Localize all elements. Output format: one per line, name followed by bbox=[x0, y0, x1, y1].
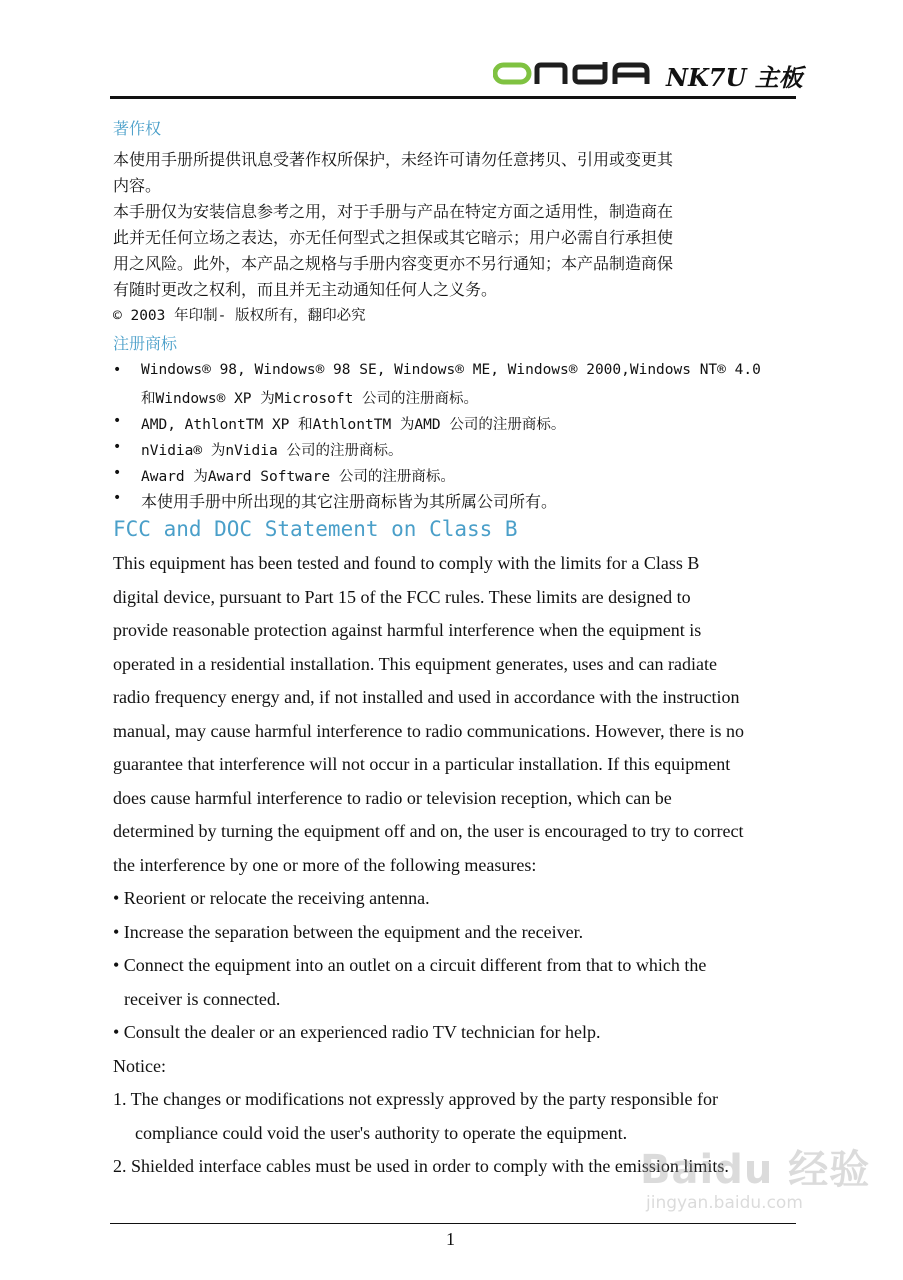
bullet-icon: • bbox=[113, 439, 122, 455]
fcc-paragraph-line: guarantee that interference will not occur in a particular installation. If this equipment bbox=[113, 754, 731, 774]
notice-item: 2. Shielded interface cables must be used in order to comply with the emission limits. bbox=[113, 1156, 729, 1176]
copyright-notice: © 2003 年印制- 版权所有，翻印必究 bbox=[113, 308, 366, 324]
bullet-icon: • bbox=[113, 490, 122, 506]
page-header bbox=[0, 0, 903, 100]
fcc-paragraph-line: does cause harmful interference to radio or television reception, which can be bbox=[113, 788, 672, 808]
notice-item: 1. The changes or modifications not expressly approved by the party responsible for bbox=[113, 1089, 719, 1109]
trademark-item: Windows® 98, Windows® 98 SE, Windows® ME, Windows® 2000,Windows NT® 4.0 bbox=[141, 362, 761, 378]
copyright-line: 内容。 bbox=[113, 176, 162, 195]
product-title: NK7U 主板 bbox=[666, 63, 803, 92]
copyright-line: 本使用手册所提供讯息受著作权所保护，未经许可请勿任意拷贝、引用或变更其 bbox=[113, 150, 674, 169]
footer-divider bbox=[110, 1223, 796, 1224]
fcc-measure: • Connect the equipment into an outlet on a circuit different from that to which the bbox=[113, 955, 707, 975]
trademarks-heading: 注册商标 bbox=[113, 334, 178, 353]
bullet-icon: • bbox=[113, 362, 122, 378]
fcc-measure-cont: receiver is connected. bbox=[124, 989, 281, 1009]
fcc-measure: • Increase the separation between the equipment and the receiver. bbox=[113, 922, 584, 942]
trademark-item: nVidia® 为nVidia 公司的注册商标。 bbox=[141, 443, 403, 459]
notice-item-cont: compliance could void the user's authority to operate the equipment. bbox=[135, 1123, 628, 1143]
fcc-measure: • Reorient or relocate the receiving antenna. bbox=[113, 888, 430, 908]
trademark-item: 本使用手册中所出现的其它注册商标皆为其所属公司所有。 bbox=[141, 492, 558, 511]
copyright-line: 有随时更改之权利，而且并无主动通知任何人之义务。 bbox=[113, 280, 498, 299]
fcc-measure: • Consult the dealer or an experienced radio TV technician for help. bbox=[113, 1022, 601, 1042]
watermark-url: jingyan.baidu.com bbox=[646, 1193, 803, 1213]
fcc-paragraph-line: operated in a residential installation. This equipment generates, uses and can radiate bbox=[113, 654, 717, 674]
fcc-heading: FCC and DOC Statement on Class B bbox=[113, 517, 518, 541]
trademark-item-cont: 和Windows® XP 为Microsoft 公司的注册商标。 bbox=[141, 391, 479, 407]
trademark-item: Award 为Award Software 公司的注册商标。 bbox=[141, 469, 455, 485]
header-divider bbox=[110, 96, 796, 99]
fcc-paragraph-line: the interference by one or more of the following measures: bbox=[113, 855, 537, 875]
fcc-paragraph-line: determined by turning the equipment off and on, the user is encouraged to try to correct bbox=[113, 821, 744, 841]
notice-label: Notice: bbox=[113, 1056, 166, 1076]
copyright-line: 用之风险。此外，本产品之规格与手册内容变更亦不另行通知；本产品制造商保 bbox=[113, 254, 674, 273]
fcc-paragraph-line: provide reasonable protection against harmful interference when the equipment is bbox=[113, 620, 702, 640]
fcc-paragraph-line: radio frequency energy and, if not installed and used in accordance with the instruction bbox=[113, 687, 740, 707]
fcc-paragraph-line: digital device, pursuant to Part 15 of the FCC rules. These limits are designed to bbox=[113, 587, 691, 607]
page-number: 1 bbox=[446, 1229, 455, 1249]
bullet-icon: • bbox=[113, 465, 122, 481]
baidu-watermark bbox=[640, 1138, 870, 1213]
bullet-icon: • bbox=[113, 413, 122, 429]
fcc-paragraph-line: manual, may cause harmful interference to radio communications. However, there is no bbox=[113, 721, 745, 741]
fcc-paragraph-line: This equipment has been tested and found to comply with the limits for a Class B bbox=[113, 553, 700, 573]
trademark-item: AMD, AthlontTM XP 和AthlontTM 为AMD 公司的注册商标。 bbox=[141, 417, 566, 433]
copyright-line: 此并无任何立场之表达，亦无任何型式之担保或其它暗示；用户必需自行承担使 bbox=[113, 228, 674, 247]
watermark-brand: Baidu 经验 bbox=[640, 1147, 871, 1193]
copyright-heading: 著作权 bbox=[113, 119, 162, 138]
onda-logo bbox=[493, 60, 658, 90]
copyright-line: 本手册仅为安装信息参考之用，对于手册与产品在特定方面之适用性，制造商在 bbox=[113, 202, 674, 221]
